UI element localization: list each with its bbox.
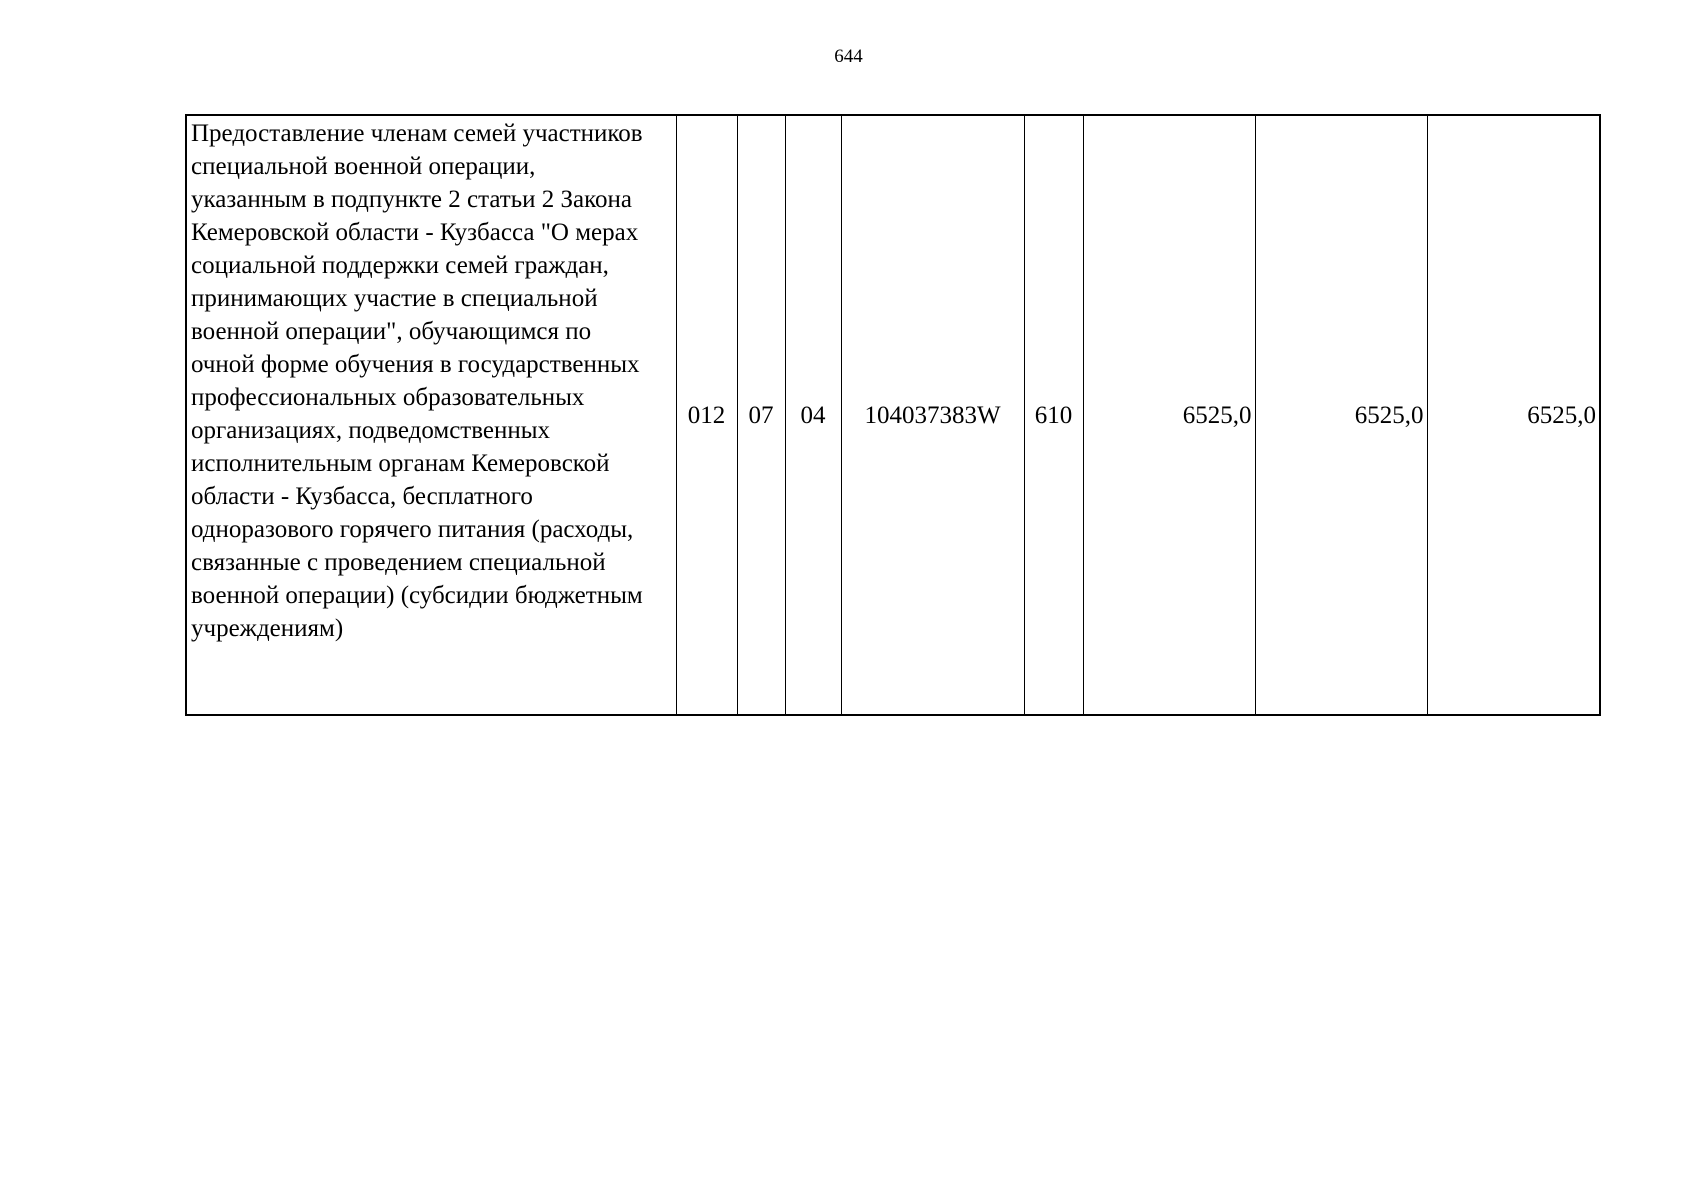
expense-type-code: 610 <box>1024 115 1083 715</box>
amount-cell-3: 6525,0 <box>1427 115 1600 715</box>
section-code: 07 <box>737 115 785 715</box>
ministry-code: 012 <box>676 115 737 715</box>
amount-cell-2: 6525,0 <box>1255 115 1427 715</box>
amount-cell-1: 6525,0 <box>1083 115 1255 715</box>
subsection-code: 04 <box>785 115 841 715</box>
page-number: 644 <box>834 46 863 67</box>
table-row <box>186 115 1600 715</box>
budget-table <box>185 114 1601 716</box>
expense-description: Предоставление членам семей участников специальной военной операции, указанным в подпункте 2 статьи 2 Закона Кемеровской области - Кузбасса "О мерах социальной поддержки семей граждан, принимающих участие в специальной военной операции", обучающимся по очной форме обучения в государственных профессиональных образовательных организациях, подведомственных исполнительным органам Кемеровской области - Кузбасса, бесплатного одноразового горячего питания (расходы, связанные с проведением специальной военной операции) (субсидии бюджетным учреждениям) <box>186 115 676 715</box>
target-article-code: 104037383W <box>841 115 1024 715</box>
